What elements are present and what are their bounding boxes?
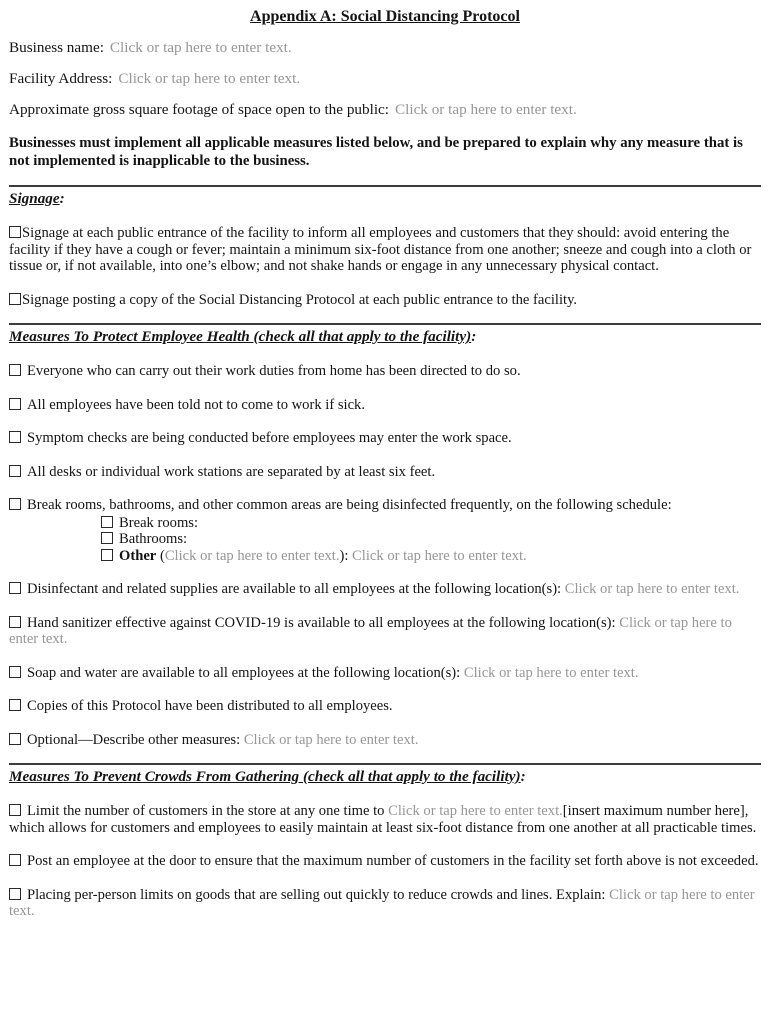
- section-heading-signage-colon: :: [59, 190, 65, 207]
- checklist-item-text: Limit the number of customers in the store at any one time to: [27, 803, 389, 819]
- open-paren: (: [156, 547, 165, 564]
- checklist-item-hand-sanitizer: [9, 615, 761, 648]
- business-name-input[interactable]: Click or tap here to enter text.: [109, 39, 292, 56]
- checklist-item-text: Signage at each public entrance of the facility to inform all employees and customers that they should: avoid entering the facility if they have a cough or fever; maintain a minimum six-foot distance from one another; sneeze and cough into a cloth or tissue or, if not available, into one’s elbow; and not shake hands or engage in any unnecessary physical contact.: [9, 225, 752, 274]
- checklist-item-soap-water: [9, 665, 761, 682]
- checkbox-break-rooms[interactable]: [101, 516, 113, 528]
- checklist-item-text: Disinfectant and related supplies are available to all employees at the following location(s):: [27, 581, 565, 597]
- checklist-subitem-other-label: Other: [119, 547, 157, 564]
- checkbox-bathrooms[interactable]: [101, 532, 113, 544]
- disinfectant-location-input[interactable]: Click or tap here to enter text.: [564, 581, 740, 597]
- section-heading-prevent-crowds: [9, 767, 761, 786]
- checklist-item-text: Optional—Describe other measures:: [27, 731, 244, 748]
- facility-address-input[interactable]: Click or tap here to enter text.: [118, 70, 301, 87]
- checklist-item-door-employee: [9, 853, 761, 870]
- facility-address-field: [9, 70, 761, 88]
- checkbox-symptom-checks[interactable]: [9, 431, 21, 443]
- checkbox-door-employee[interactable]: [9, 854, 21, 866]
- checkbox-hand-sanitizer[interactable]: [9, 616, 21, 628]
- checklist-item-text: All desks or individual work stations are separated by at least six feet.: [27, 463, 436, 480]
- square-footage-field: [9, 101, 761, 119]
- checklist-item-disinfect-schedule: [9, 497, 761, 564]
- section-prevent-crowds: [9, 763, 761, 920]
- square-footage-input[interactable]: Click or tap here to enter text.: [395, 101, 577, 118]
- max-customers-input[interactable]: Click or tap here to enter text.: [388, 803, 563, 819]
- section-signage: [9, 185, 761, 308]
- square-footage-label: Approximate gross square footage of space open to the public:: [9, 101, 389, 118]
- section-heading-signage-text: Signage: [9, 190, 60, 207]
- checklist-item-text: Copies of this Protocol have been distributed to all employees.: [27, 698, 393, 714]
- checklist-item-signage-entrance: [9, 225, 761, 275]
- checklist-item-symptom-checks: [9, 430, 761, 447]
- soap-location-input[interactable]: Click or tap here to enter text.: [463, 664, 639, 681]
- per-person-limits-explain-input[interactable]: Click or tap here to enter text.: [9, 886, 755, 919]
- checklist-subitem-text: Break rooms:: [119, 514, 199, 531]
- section-employee-health: [9, 323, 761, 748]
- section-heading-employee-health-text: Measures To Protect Employee Health (check all that apply to the facility): [9, 328, 472, 345]
- checklist-item-text-after: [insert maximum number here], which allows for customers and employees to easily maintain at least six-foot distance from one another at all practicable times.: [9, 803, 757, 836]
- checkbox-optional-measures[interactable]: [9, 733, 21, 745]
- checklist-item-signage-protocol-copy: [9, 292, 761, 309]
- checkbox-signage-entrance[interactable]: [9, 226, 21, 238]
- checkbox-signage-protocol-copy[interactable]: [9, 293, 21, 305]
- checklist-item-disinfectant-supplies: [9, 581, 761, 598]
- checklist-item-text: Break rooms, bathrooms, and other common areas are being disinfected frequently, on the following schedule:: [27, 497, 672, 513]
- section-heading-signage: [9, 189, 761, 208]
- checklist-item-text: Everyone who can carry out their work duties from home has been directed to do so.: [27, 363, 521, 379]
- checkbox-customer-limit[interactable]: [9, 804, 21, 816]
- schedule-sub-items: [9, 515, 761, 565]
- optional-measures-input[interactable]: Click or tap here to enter text.: [243, 731, 419, 748]
- checklist-item-text: Post an employee at the door to ensure that the maximum number of customers in the facility set forth above is not exceeded.: [27, 853, 759, 869]
- page-title: Appendix A: Social Distancing Protocol: [250, 8, 520, 25]
- section-heading-employee-health-colon: :: [471, 328, 477, 345]
- checklist-item-text: Placing per-person limits on goods that are selling out quickly to reduce crowds and lines. Explain:: [27, 886, 610, 903]
- checklist-item-customer-limit: [9, 803, 761, 836]
- checkbox-disinfect-schedule[interactable]: [9, 498, 21, 510]
- checkbox-disinfectant-supplies[interactable]: [9, 582, 21, 594]
- section-heading-prevent-crowds-text: Measures To Prevent Crowds From Gathering (check all that apply to the facility): [9, 768, 521, 785]
- checklist-item-text: All employees have been told not to come to work if sick.: [27, 396, 366, 413]
- business-name-field: [9, 39, 761, 57]
- checkbox-soap-water[interactable]: [9, 666, 21, 678]
- checkbox-desk-separation[interactable]: [9, 465, 21, 477]
- sanitizer-location-input[interactable]: Click or tap here to enter text.: [9, 614, 732, 647]
- checkbox-sick-employees[interactable]: [9, 398, 21, 410]
- checklist-item-optional-measures: [9, 732, 761, 749]
- checklist-item-desk-separation: [9, 464, 761, 481]
- checklist-item-text: Soap and water are available to all employees at the following location(s):: [27, 664, 464, 681]
- section-heading-prevent-crowds-colon: :: [520, 768, 526, 785]
- checklist-item-text: Hand sanitizer effective against COVID-19 is available to all employees at the following location(s):: [27, 614, 620, 631]
- checklist-item-text: Signage posting a copy of the Social Distancing Protocol at each public entrance to the facility.: [22, 291, 578, 308]
- checklist-subitem-break-rooms: [9, 515, 761, 532]
- checklist-item-text: Symptom checks are being conducted before employees may enter the work space.: [27, 430, 512, 446]
- checkbox-per-person-limits[interactable]: [9, 888, 21, 900]
- other-schedule-input[interactable]: Click or tap here to enter text.: [352, 547, 527, 564]
- checklist-item-protocol-copies: [9, 698, 761, 715]
- checklist-item-work-from-home: [9, 363, 761, 380]
- section-heading-employee-health: [9, 327, 761, 346]
- checklist-subitem-bathrooms: [9, 531, 761, 548]
- business-name-label: Business name:: [9, 39, 104, 56]
- other-name-input[interactable]: Click or tap here to enter text.: [164, 547, 340, 564]
- close-paren: ):: [339, 547, 353, 564]
- checkbox-other[interactable]: [101, 549, 113, 561]
- facility-address-label: Facility Address:: [9, 70, 113, 87]
- checklist-subitem-text: Bathrooms:: [119, 531, 188, 547]
- checkbox-protocol-copies[interactable]: [9, 699, 21, 711]
- notice-text: Businesses must implement all applicable measures listed below, and be prepared to explain why any measure that is not implemented is inapplicable to the business.: [9, 135, 743, 169]
- checklist-item-sick-employees: [9, 397, 761, 414]
- checklist-subitem-other: [9, 548, 761, 565]
- checklist-item-per-person-limits: [9, 887, 761, 920]
- checkbox-work-from-home[interactable]: [9, 364, 21, 376]
